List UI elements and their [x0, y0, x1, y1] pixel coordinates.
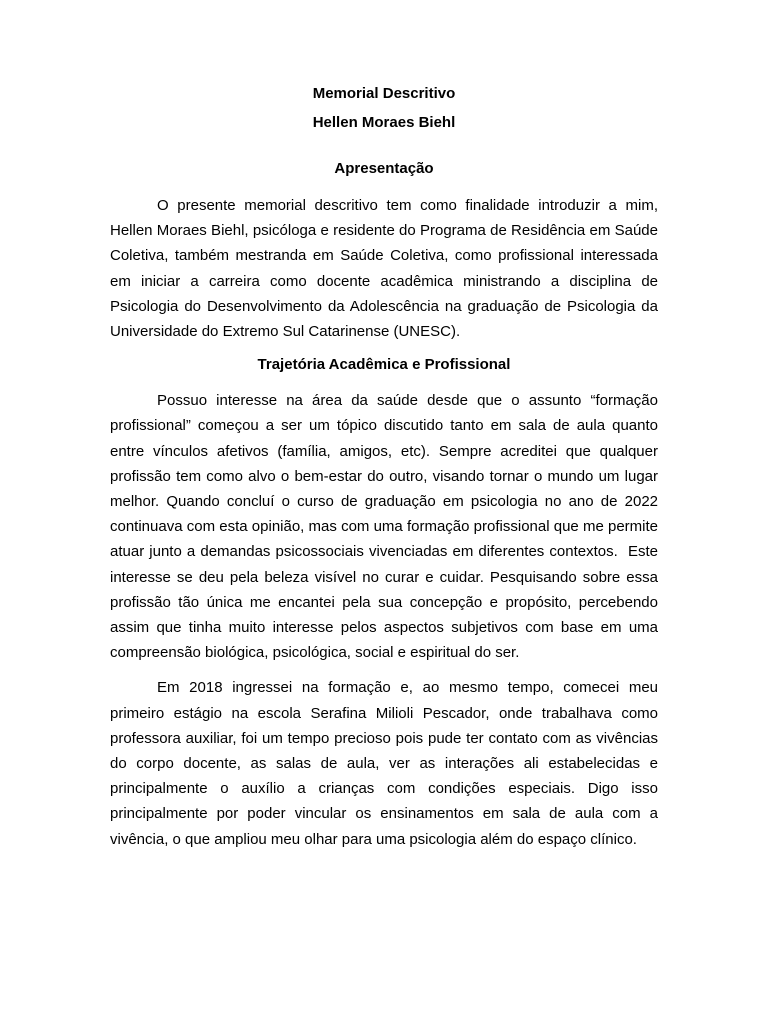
document-author: Hellen Moraes Biehl: [312, 114, 456, 131]
document-title: Memorial Descritivo: [312, 85, 456, 102]
paragraph-trajetoria-2: Em 2018 ingressei na formação e, ao mesmo tempo, comecei meu primeiro estágio na escola Serafina Milioli Pescador, onde trabalhava como professora auxiliar, foi um tempo precioso pois pude ter contato com as vivências do corpo docente, as salas de aula, ver as interações ali estabelecidas e principalmente o auxílio a crianças com condições especiais. Digo isso principalmente por poder vincular os ensinamentos em sala de aula com a vivência, o que ampliou meu olhar para uma psicologia além do espaço clínico.: [110, 679, 658, 848]
section-heading-apresentacao: Apresentação: [334, 160, 434, 177]
section-heading-trajetoria: Trajetória Acadêmica e Profissional: [257, 356, 511, 374]
paragraph-apresentacao: O presente memorial descritivo tem como finalidade introduzir a mim, Hellen Moraes Biehl, psicóloga e residente do Programa de Residência em Saúde Coletiva, também mestranda em Saúde Coletiva, como profissional interessada em iniciar a carreira como docente acadêmica ministrando a disciplina de Psicologia do Desenvolvimento da Adolescência na graduação de Psicologia da Universidade do Extremo Sul Catarinense (UNESC).: [110, 197, 658, 341]
paragraph-trajetoria-1: Possuo interesse na área da saúde desde que o assunto “formação profissional” começou a ser um tópico discutido tanto em sala de aula quanto entre vínculos afetivos (família, amigos, etc). Sempre acreditei que qualquer profissão tem como alvo o bem-estar do outro, visando tornar o mundo um lugar melhor. Quando concluí o curso de graduação em psicologia no ano de 2022 continuava com esta opinião, mas com uma formação profissional que me permite atuar junto a demandas psicossociais vivenciadas em diferentes contextos. Este interesse se deu pela beleza visível no curar e cuidar. Pesquisando sobre essa profissão tão única me encantei pela sua concepção e propósito, percebendo assim que tinha muito interesse pelos aspectos subjetivos com base em uma compreensão biológica, psicológica, social e espiritual do ser.: [110, 392, 663, 662]
document-page: [110, 83, 663, 852]
